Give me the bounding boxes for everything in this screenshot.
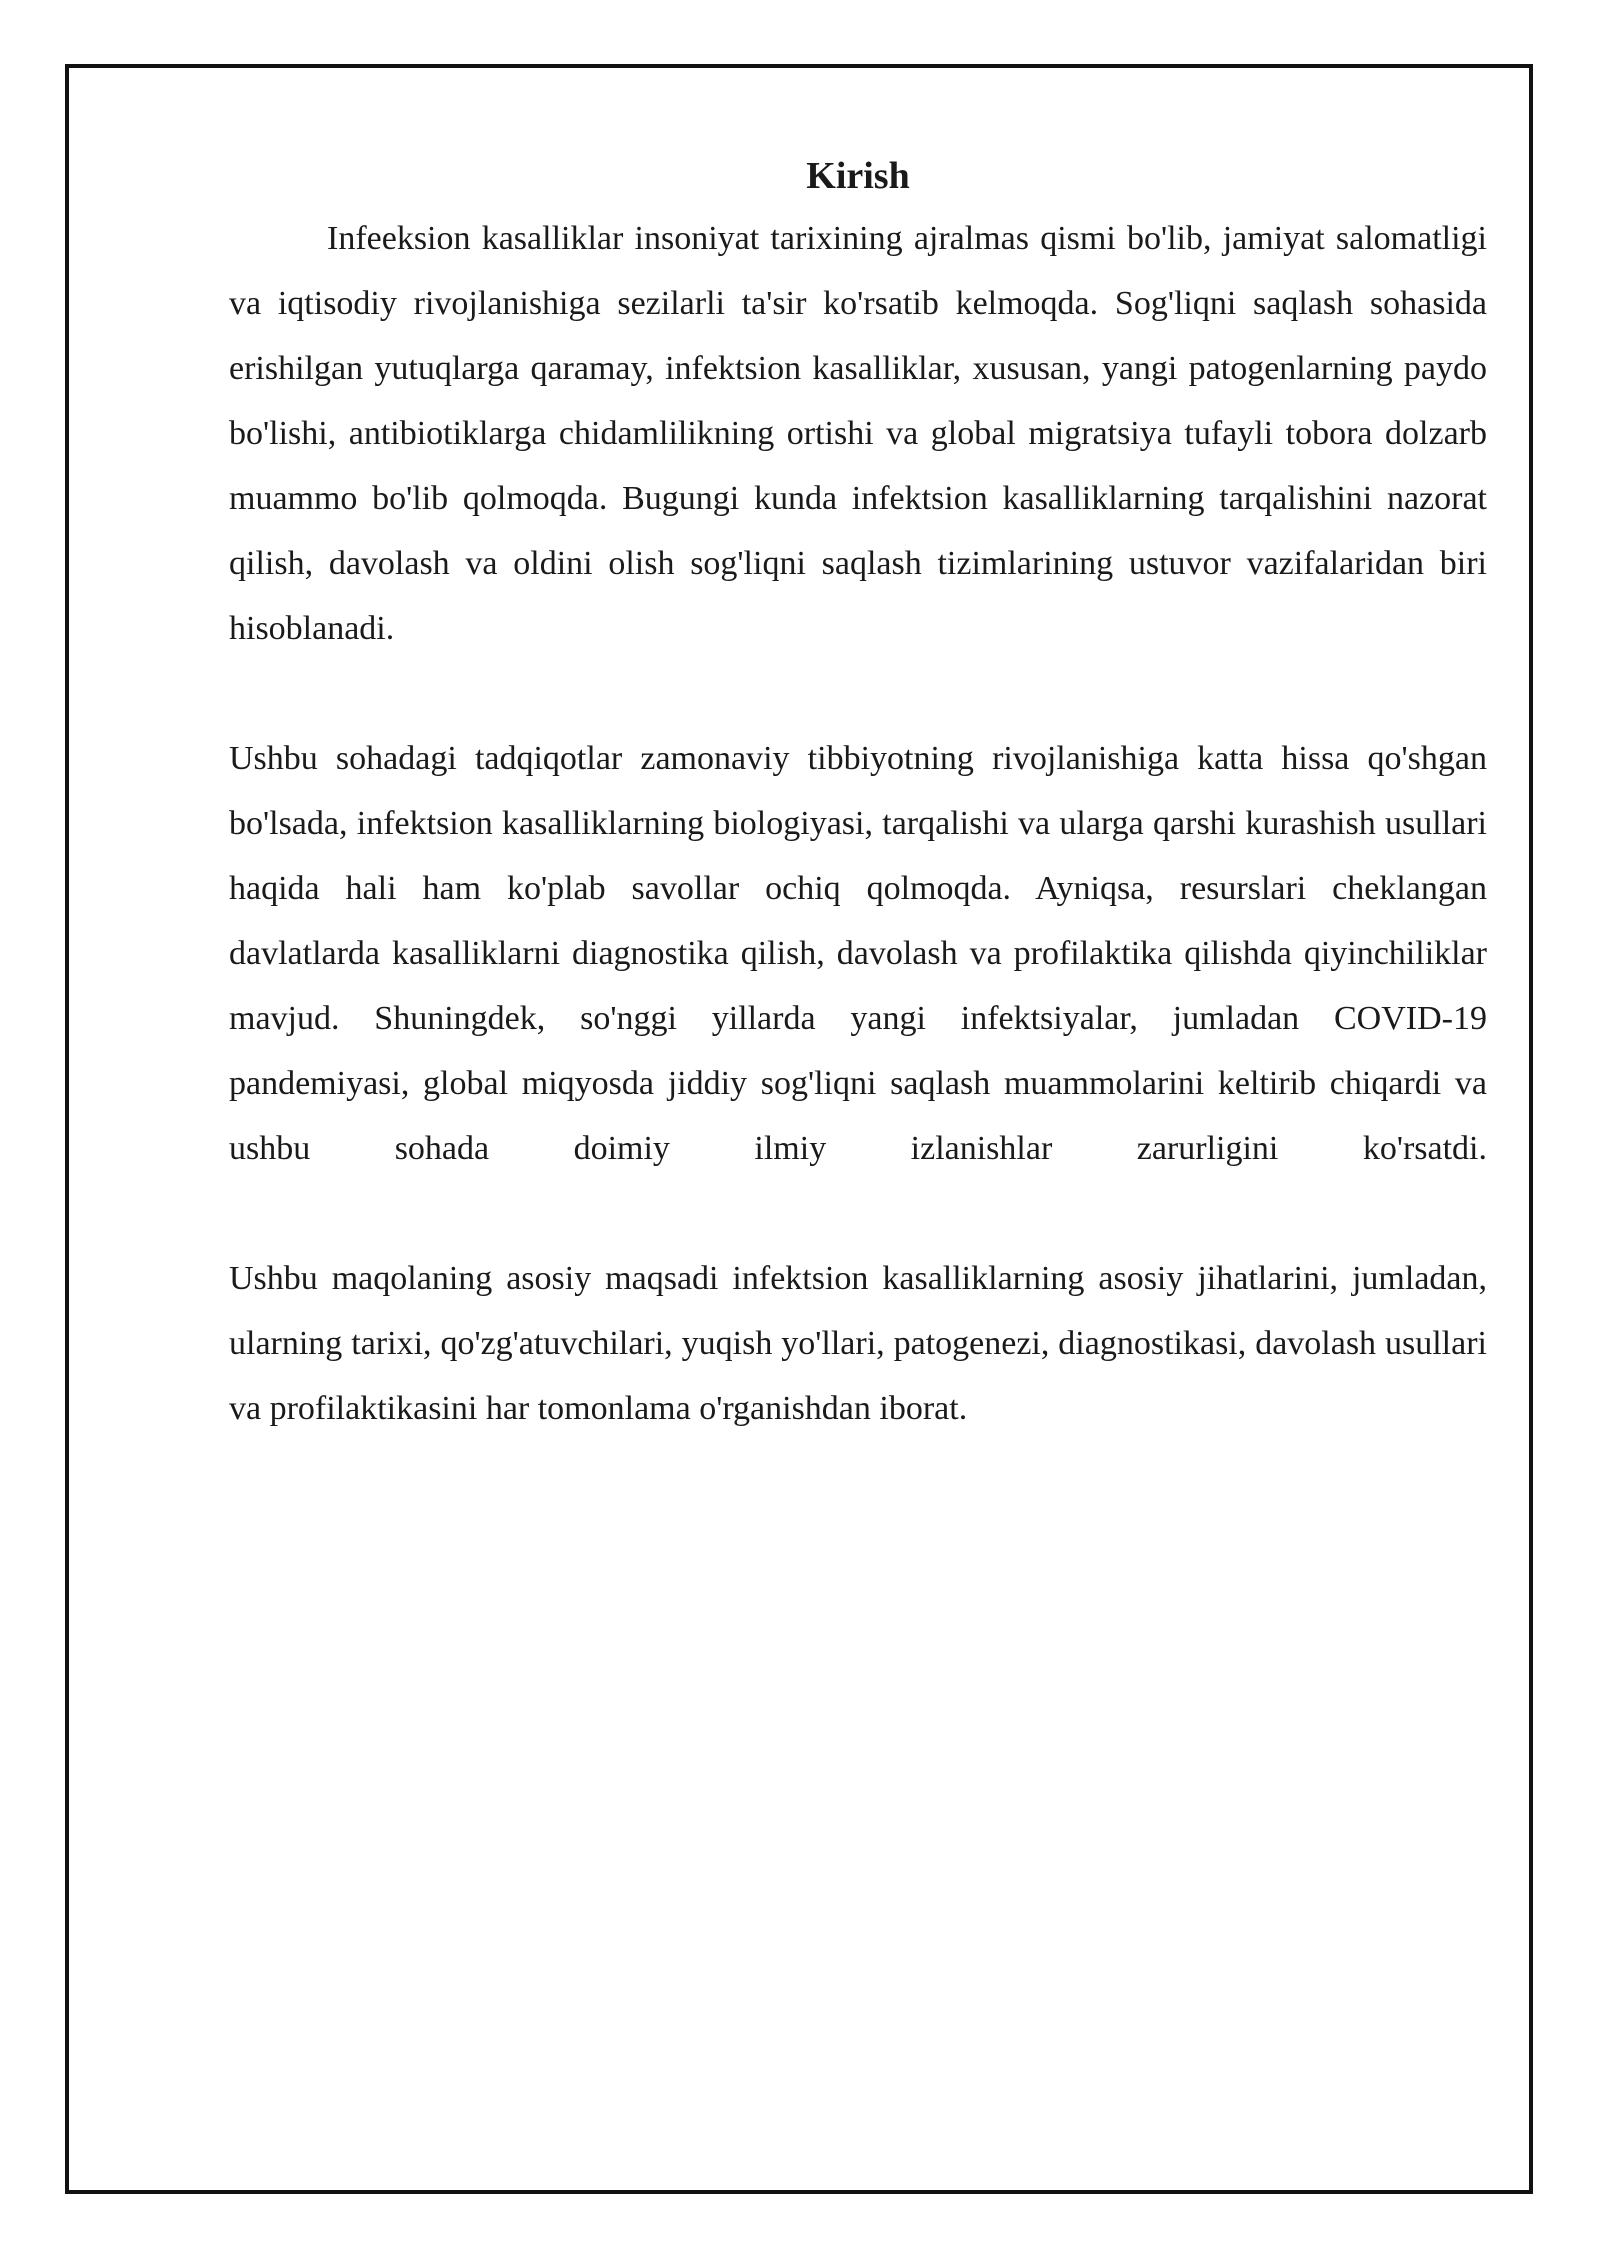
paragraph-spacer — [229, 1181, 1487, 1246]
paragraph-1: Infeeksion kasalliklar insoniyat tarixining ajralmas qismi bo'lib, jamiyat salomatligi va iqtisodiy rivojlanishiga sezilarli ta'sir ko'rsatib kelmoqda. Sog'liqni saqlash sohasida erishilgan yutuqlarga qaramay, infektsion kasalliklar, xususan, yangi patogenlarning paydo bo'lishi, antibiotiklarga chidamlilikning ortishi va global migratsiya tufayli tobora dolzarb muammo bo'lib qolmoqda. Bugungi kunda infektsion kasalliklarning tarqalishini nazorat qilish, davolash va oldini olish sog'liqni saqlash tizimlarining ustuvor vazifalaridan biri hisoblanadi. — [229, 220, 1487, 647]
paragraph-spacer — [229, 661, 1487, 726]
document-body — [229, 150, 1487, 1441]
paragraph-2: Ushbu sohadagi tadqiqotlar zamonaviy tibbiyotning rivojlanishiga katta hissa qo'shgan bo'lsada, infektsion kasalliklarning biologiyasi, tarqalishi va ularga qarshi kurashish usullari haqida hali ham ko'plab savollar ochiq qolmoqda. Ayniqsa, resurslari cheklangan davlatlarda kasalliklarni diagnostika qilish, davolash va profilaktika qilishda qiyinchiliklar mavjud. Shuningdek, so'nggi yillarda yangi infektsiyalar, jumladan COVID-19 pandemiyasi, global miqyosda jiddiy sog'liqni saqlash muammolarini keltirib chiqardi va ushbu sohada doimiy ilmiy izlanishlar zarurligini ko'rsatdi. — [229, 740, 1487, 1167]
page-title: Kirish — [806, 155, 910, 197]
paragraph-3: Ushbu maqolaning asosiy maqsadi infektsion kasalliklarning asosiy jihatlarini, jumladan, ularning tarixi, qo'zg'atuvchilari, yuqish yo'llari, patogenezi, diagnostikasi, davolash usullari va profilaktikasini har tomonlama o'rganishdan iborat. — [229, 1260, 1487, 1427]
